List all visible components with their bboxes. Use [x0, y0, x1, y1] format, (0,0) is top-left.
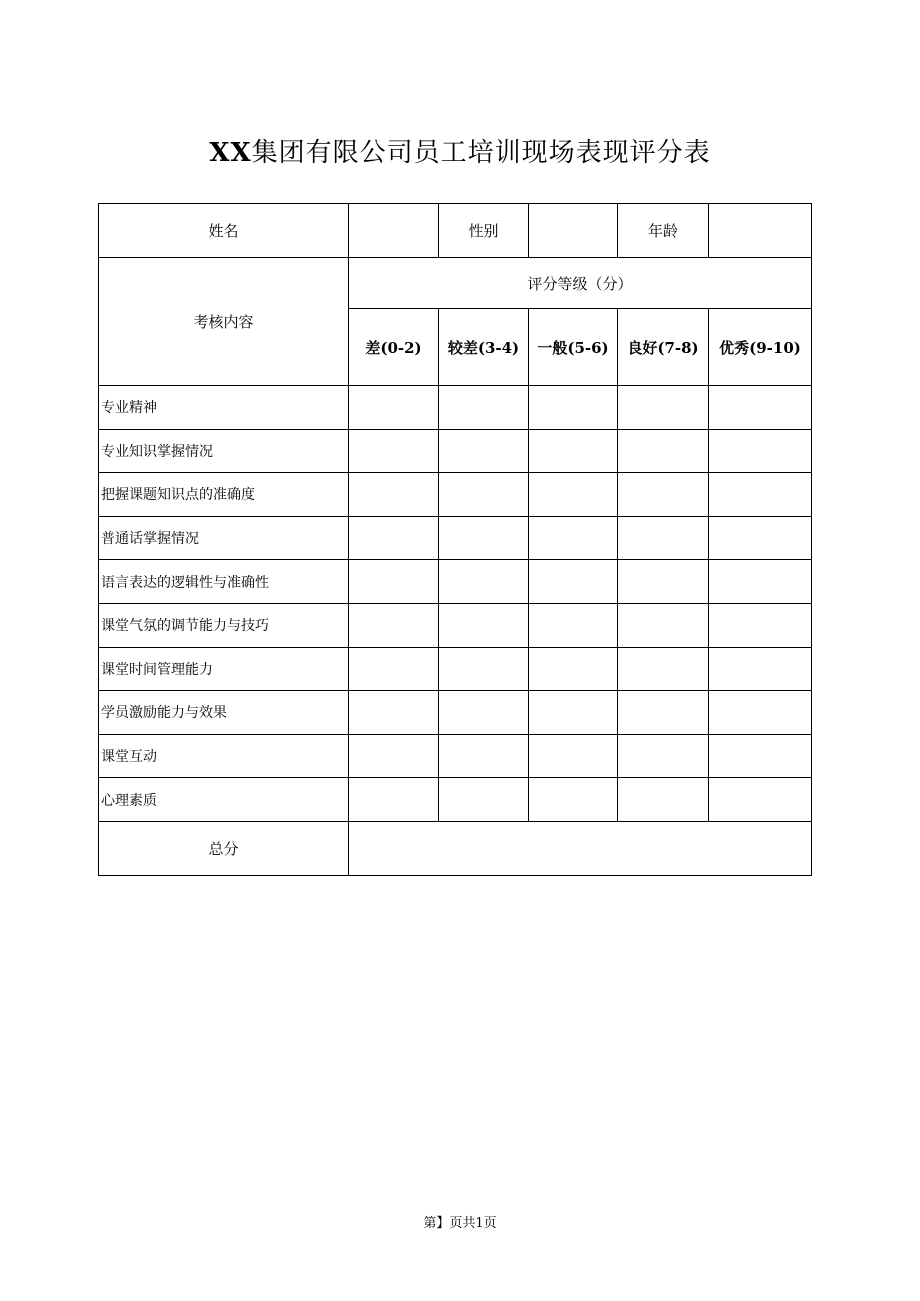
score-table — [98, 203, 812, 876]
table-row — [99, 473, 812, 517]
item-label: 语言表达的逻辑性与准确性 — [99, 560, 349, 604]
score-cell[interactable] — [529, 603, 618, 647]
age-label: 年龄 — [618, 204, 709, 258]
page-title — [0, 132, 920, 169]
score-cell[interactable] — [618, 516, 709, 560]
score-cell[interactable] — [709, 386, 812, 430]
score-cell[interactable] — [529, 778, 618, 822]
score-cell[interactable] — [618, 603, 709, 647]
table-row — [99, 429, 812, 473]
table-row — [99, 516, 812, 560]
score-cell[interactable] — [439, 516, 529, 560]
item-label: 专业知识掌握情况 — [99, 429, 349, 473]
total-row — [99, 821, 812, 875]
score-cell[interactable] — [709, 429, 812, 473]
score-cell[interactable] — [618, 473, 709, 517]
total-input-cell[interactable] — [349, 821, 812, 875]
table-row — [99, 778, 812, 822]
score-cell[interactable] — [709, 691, 812, 735]
score-cell[interactable] — [709, 603, 812, 647]
score-cell[interactable] — [439, 734, 529, 778]
score-cell[interactable] — [709, 734, 812, 778]
score-cell[interactable] — [439, 647, 529, 691]
table-row — [99, 386, 812, 430]
assessment-label: 考核内容 — [99, 258, 349, 386]
score-cell[interactable] — [529, 473, 618, 517]
page-footer: 第】页共1页 — [423, 1216, 497, 1231]
score-cell[interactable] — [618, 429, 709, 473]
score-cell[interactable] — [709, 473, 812, 517]
score-cell[interactable] — [439, 778, 529, 822]
grade-group-label: 评分等级（分） — [349, 258, 812, 309]
score-cell[interactable] — [349, 429, 439, 473]
gender-label: 性别 — [439, 204, 529, 258]
grade-poor: 差(0-2) — [349, 309, 439, 386]
score-cell[interactable] — [349, 734, 439, 778]
score-cell[interactable] — [529, 647, 618, 691]
age-input-cell[interactable] — [709, 204, 812, 258]
score-cell[interactable] — [439, 473, 529, 517]
score-cell[interactable] — [709, 647, 812, 691]
score-cell[interactable] — [439, 603, 529, 647]
item-label: 专业精神 — [99, 386, 349, 430]
grade-group-row — [99, 258, 812, 309]
grade-good: 良好(7-8) — [618, 309, 709, 386]
table-row — [99, 647, 812, 691]
score-cell[interactable] — [529, 516, 618, 560]
table-row — [99, 603, 812, 647]
score-cell[interactable] — [439, 560, 529, 604]
score-cell[interactable] — [439, 691, 529, 735]
score-cell[interactable] — [439, 429, 529, 473]
score-cell[interactable] — [618, 647, 709, 691]
table-row — [99, 734, 812, 778]
title-prefix: XX — [209, 138, 252, 168]
score-cell[interactable] — [709, 560, 812, 604]
grade-average: 一般(5-6) — [529, 309, 618, 386]
item-label: 课堂时间管理能力 — [99, 647, 349, 691]
score-cell[interactable] — [349, 603, 439, 647]
score-cell[interactable] — [529, 691, 618, 735]
score-cell[interactable] — [349, 386, 439, 430]
score-cell[interactable] — [529, 386, 618, 430]
score-cell[interactable] — [349, 647, 439, 691]
score-cell[interactable] — [439, 386, 529, 430]
name-input-cell[interactable] — [349, 204, 439, 258]
header-row — [99, 204, 812, 258]
score-cell[interactable] — [529, 734, 618, 778]
gender-input-cell[interactable] — [529, 204, 618, 258]
score-cell[interactable] — [618, 691, 709, 735]
title-text: 集团有限公司员工培训现场表现评分表 — [251, 138, 711, 168]
item-label: 课堂气氛的调节能力与技巧 — [99, 603, 349, 647]
score-cell[interactable] — [618, 778, 709, 822]
table-row — [99, 691, 812, 735]
item-label: 把握课题知识点的准确度 — [99, 473, 349, 517]
item-label: 心理素质 — [99, 778, 349, 822]
score-cell[interactable] — [349, 516, 439, 560]
score-cell[interactable] — [709, 778, 812, 822]
item-label: 普通话掌握情况 — [99, 516, 349, 560]
score-cell[interactable] — [709, 516, 812, 560]
total-label: 总分 — [99, 821, 349, 875]
table-row — [99, 560, 812, 604]
score-cell[interactable] — [618, 734, 709, 778]
score-cell[interactable] — [529, 560, 618, 604]
score-cell[interactable] — [349, 560, 439, 604]
score-cell[interactable] — [349, 778, 439, 822]
item-label: 课堂互动 — [99, 734, 349, 778]
score-cell[interactable] — [349, 473, 439, 517]
score-cell[interactable] — [618, 560, 709, 604]
name-label: 姓名 — [99, 204, 349, 258]
score-cell[interactable] — [349, 691, 439, 735]
score-cell[interactable] — [618, 386, 709, 430]
item-label: 学员激励能力与效果 — [99, 691, 349, 735]
score-cell[interactable] — [529, 429, 618, 473]
grade-excellent: 优秀(9-10) — [709, 309, 812, 386]
grade-fair: 较差(3-4) — [439, 309, 529, 386]
